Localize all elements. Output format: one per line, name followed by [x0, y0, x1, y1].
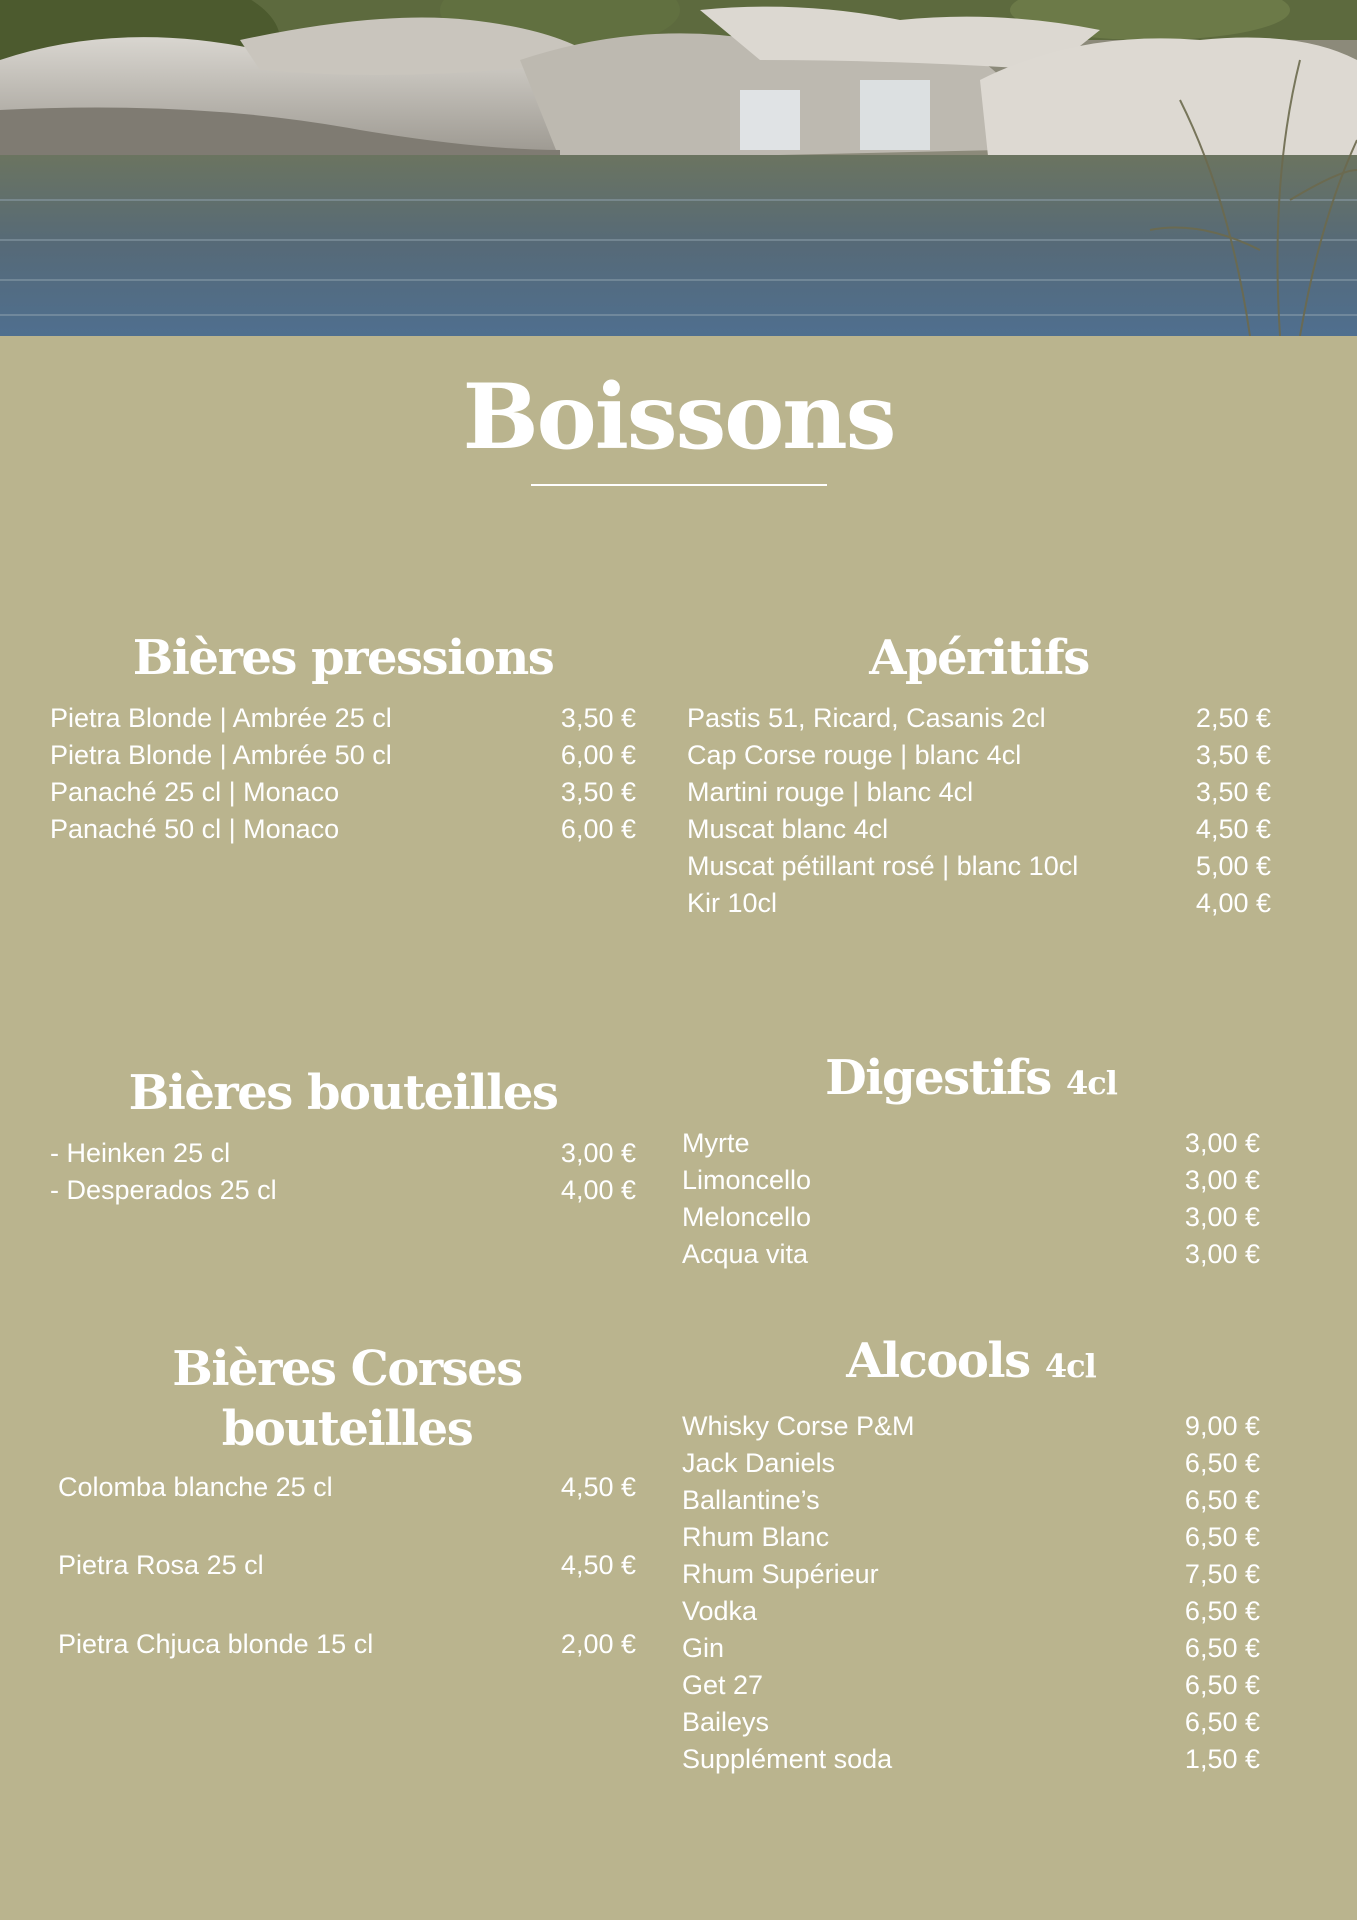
item-name: Rhum Blanc — [682, 1522, 830, 1552]
section-digestifs — [682, 1048, 1260, 1273]
item-name: Vodka — [682, 1596, 758, 1626]
section-title: Apéritifs — [869, 630, 1089, 686]
menu-item — [682, 1236, 1260, 1273]
section-title: Bières pressions — [132, 630, 554, 686]
menu-item — [58, 1469, 636, 1506]
item-price: 4,00 € — [560, 1175, 636, 1205]
item-name: Supplément soda — [682, 1744, 893, 1774]
item-price: 5,00 € — [1195, 851, 1271, 881]
menu-item — [687, 737, 1271, 774]
menu-item — [682, 1741, 1260, 1778]
item-name: Gin — [682, 1633, 725, 1663]
section-aperitifs — [687, 628, 1271, 922]
item-name: Pietra Blonde | Ambrée 25 cl — [50, 703, 392, 733]
menu-item — [682, 1408, 1260, 1445]
item-price: 6,00 € — [560, 740, 636, 770]
item-price: 6,50 € — [1184, 1670, 1260, 1700]
item-price: 4,50 € — [560, 1550, 636, 1580]
item-name: Cap Corse rouge | blanc 4cl — [687, 740, 1022, 770]
menu-item — [682, 1162, 1260, 1199]
menu-item — [682, 1593, 1260, 1630]
menu-item — [682, 1667, 1260, 1704]
item-name: Pastis 51, Ricard, Casanis 2cl — [687, 703, 1046, 733]
section-title — [682, 1048, 1260, 1113]
menu-item — [682, 1519, 1260, 1556]
item-name: Ballantine’s — [682, 1485, 820, 1515]
menu-item — [50, 700, 636, 737]
item-price: 4,00 € — [1195, 888, 1271, 918]
item-price: 1,50 € — [1184, 1744, 1260, 1774]
item-name: Kir 10cl — [687, 888, 778, 918]
item-price: 6,50 € — [1184, 1522, 1260, 1552]
menu-item — [682, 1445, 1260, 1482]
section-bieres-pressions — [50, 628, 636, 848]
item-price: 3,50 € — [1195, 740, 1271, 770]
item-name: Martini rouge | blanc 4cl — [687, 777, 974, 807]
item-name: Meloncello — [682, 1202, 812, 1232]
section-title-text: Alcools — [846, 1333, 1030, 1389]
item-name: Rhum Supérieur — [682, 1559, 879, 1589]
section-bieres-bouteilles — [50, 1063, 636, 1209]
menu-item — [682, 1482, 1260, 1519]
menu-item — [687, 700, 1271, 737]
item-price: 3,50 € — [560, 703, 636, 733]
item-name: Pietra Chjuca blonde 15 cl — [58, 1629, 374, 1659]
item-price: 2,50 € — [1195, 703, 1271, 733]
title-divider — [531, 484, 827, 486]
item-price: 3,00 € — [1184, 1165, 1260, 1195]
item-name: Colomba blanche 25 cl — [58, 1472, 333, 1502]
menu-item — [50, 811, 636, 848]
item-price: 6,00 € — [560, 814, 636, 844]
menu-item — [682, 1125, 1260, 1162]
item-price: 6,50 € — [1184, 1633, 1260, 1663]
section-bieres-corses — [58, 1339, 636, 1663]
menu-item — [687, 811, 1271, 848]
menu-item — [50, 737, 636, 774]
item-price: 6,50 € — [1184, 1596, 1260, 1626]
item-name: Panaché 25 cl | Monaco — [50, 777, 340, 807]
item-price: 6,50 € — [1184, 1485, 1260, 1515]
menu-item — [687, 885, 1271, 922]
item-price: 3,00 € — [1184, 1128, 1260, 1158]
item-price: 4,50 € — [1195, 814, 1271, 844]
menu-item — [58, 1547, 636, 1584]
item-price: 3,00 € — [1184, 1239, 1260, 1269]
item-name: Get 27 — [682, 1670, 764, 1700]
menu-item — [50, 774, 636, 811]
item-price: 3,50 € — [560, 777, 636, 807]
section-unit: 4cl — [1044, 1347, 1096, 1385]
item-price: 6,50 € — [1184, 1448, 1260, 1478]
menu-item — [687, 774, 1271, 811]
item-price: 3,00 € — [1184, 1202, 1260, 1232]
item-name: Jack Daniels — [682, 1448, 836, 1478]
section-unit: 4cl — [1065, 1064, 1117, 1102]
item-name: Pietra Blonde | Ambrée 50 cl — [50, 740, 392, 770]
item-price: 2,00 € — [560, 1629, 636, 1659]
item-name: - Heinken 25 cl — [50, 1138, 231, 1168]
menu-item — [50, 1135, 636, 1172]
item-price: 3,50 € — [1195, 777, 1271, 807]
item-price: 6,50 € — [1184, 1707, 1260, 1737]
item-name: Muscat pétillant rosé | blanc 10cl — [687, 851, 1079, 881]
item-name: - Desperados 25 cl — [50, 1175, 277, 1205]
section-title-text: Digestifs — [825, 1050, 1051, 1106]
section-title — [682, 1331, 1260, 1396]
item-price: 7,50 € — [1184, 1559, 1260, 1589]
item-name: Myrte — [682, 1128, 750, 1158]
item-price: 4,50 € — [560, 1472, 636, 1502]
item-name: Whisky Corse P&M — [682, 1411, 915, 1441]
section-title: Bières bouteilles — [128, 1065, 558, 1121]
menu-item — [50, 1172, 636, 1209]
item-name: Pietra Rosa 25 cl — [58, 1550, 264, 1580]
page-title: Boissons — [462, 364, 895, 470]
item-name: Panaché 50 cl | Monaco — [50, 814, 340, 844]
item-name: Muscat blanc 4cl — [687, 814, 889, 844]
section-title: Bières Corses bouteilles — [172, 1341, 522, 1457]
menu-item — [687, 848, 1271, 885]
item-name: Baileys — [682, 1707, 770, 1737]
item-price: 9,00 € — [1184, 1411, 1260, 1441]
section-alcools — [682, 1331, 1260, 1778]
menu-item — [682, 1556, 1260, 1593]
menu-item — [682, 1704, 1260, 1741]
menu-item — [58, 1626, 636, 1663]
item-price: 3,00 € — [560, 1138, 636, 1168]
menu-item — [682, 1630, 1260, 1667]
menu-item — [682, 1199, 1260, 1236]
item-name: Limoncello — [682, 1165, 812, 1195]
item-name: Acqua vita — [682, 1239, 809, 1269]
hero-image — [0, 0, 1357, 336]
